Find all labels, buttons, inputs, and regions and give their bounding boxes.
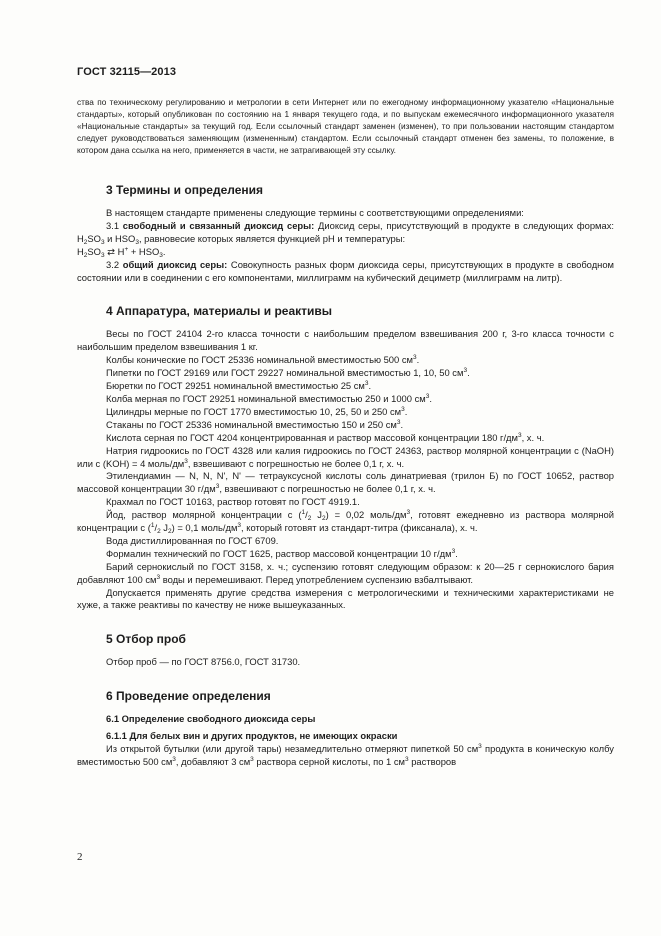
equipment-list-2 bbox=[77, 535, 614, 561]
equilibrium-arrows-icon: ⇄ bbox=[104, 245, 118, 257]
term-3-1-name: свободный и связанный диоксид серы: bbox=[122, 219, 315, 231]
barium-suspension-item: Барий сернокислый по ГОСТ 3158, х. ч.; суспензию готовят следующим образом: к 20—25 г сернокислого бария добавляют 100 $см^3$ воды и перемешивают. Перед употреблением суспензию взбалтывают. bbox=[77, 560, 614, 585]
equipment-item: Весы по ГОСТ 24104 2-го класса точности с наибольшим пределом взвешивания 200 г, 3-го класса точности с наибольшим пределом взвешивания 1 кг. bbox=[77, 328, 614, 353]
section-5-text: Отбор проб — по ГОСТ 8756.0, ГОСТ 31730. bbox=[106, 656, 301, 668]
subsection-6-1-1-title: 6.1.1 Для белых вин и других продуктов, не имеющих окраски bbox=[106, 730, 398, 742]
section-6-title: 6 Проведение определения bbox=[106, 689, 271, 704]
procedure-paragraph: Из открытой бутылки (или другой тары) незамедлительно отмеряют пипеткой 50 $см^3$ продукта в коническую колбу вместимостью 500 $см^3$, добавляют 3 $см^3$ раствора серной кислоты, по 1 $см^3$ растворов bbox=[77, 743, 614, 767]
subsection-6-1-title: 6.1 Определение свободного диоксида серы bbox=[106, 713, 316, 725]
section-3-lead: В настоящем стандарте применены следующие термины с соответствующими определениями: bbox=[106, 207, 524, 218]
section-3-title: 3 Термины и определения bbox=[106, 183, 264, 197]
equipment-list-1 bbox=[77, 328, 614, 509]
page-header-doc-code: ГОСТ 32115—2013 bbox=[77, 66, 177, 78]
equilibrium-formula: $H_2SO_3$ ⇄ $H^+ + HSO_3$. bbox=[77, 245, 166, 259]
equipment-item: Натрия гидроокись по ГОСТ 4328 или калия гидроокись по ГОСТ 24363, раствор молярной концентрации с (NaOH) или с (KOH) = 4 моль/$дм^3$, взвешивают с погрешностью не более 0,1 г, х. ч. bbox=[77, 444, 614, 469]
equipment-item: Бюретки по ГОСТ 29251 номинальной вместимостью 25 $см^3$. bbox=[106, 380, 372, 392]
main-body bbox=[77, 183, 614, 769]
iodine-solution-item: Йод, раствор молярной концентрации с ($^1/_2$ $J_2) = 0,02$ моль/$дм^3$, готовят ежедневно из раствора молярной концентрации с ($^1/_2$ $J_2) = 0,1$ моль/$дм^3$, который готовят из стандарт-титра (фиксанала), х. ч. bbox=[77, 509, 614, 536]
equipment-item: Стаканы по ГОСТ 25336 номинальной вместимостью 150 и 250 $см^3$. bbox=[106, 418, 404, 430]
equipment-note: Допускается применять другие средства измерения с метрологическими и техническими характеристиками не хуже, а также реактивы по качеству не ниже вышеуказанных. bbox=[77, 586, 614, 611]
equipment-item: Пипетки по ГОСТ 29169 или ГОСТ 29227 номинальной вместимостью 1, 10, 50 $см^3$. bbox=[106, 367, 470, 379]
equipment-item: Формалин технический по ГОСТ 1625, раствор массовой концентрации 10 $г/дм^3$. bbox=[106, 547, 458, 559]
equipment-item: Крахмал по ГОСТ 10163, раствор готовят по ГОСТ 4919.1. bbox=[106, 496, 360, 508]
section-5-title: 5 Отбор проб bbox=[106, 632, 186, 647]
equipment-item: Вода дистиллированная по ГОСТ 6709. bbox=[106, 534, 279, 546]
term-3-1: 3.1 свободный и связанный диоксид серы: Диоксид серы, присутствующий в продукте в следующих формах: $H_2SO_3$ и $HSO_3$, равновесие которых является функцией pH и температуры: bbox=[77, 219, 614, 246]
intro-block bbox=[77, 96, 614, 156]
equipment-item: Колба мерная по ГОСТ 29251 номинальной вместимостью 250 и 1000 $см^3$. bbox=[106, 392, 432, 404]
equipment-item: Кислота серная по ГОСТ 4204 концентрированная и раствор массовой концентрации 180 $г/дм^3$, х. ч. bbox=[106, 431, 545, 443]
term-3-2: 3.2 общий диоксид серы: Совокупность разных форм диоксида серы, присутствующих в продукте в свободном состоянии или в соединении с его компонентами, миллиграмм на кубический дециметр (миллиграмм на литр). bbox=[77, 258, 615, 283]
intro-paragraph: ства по техническому регулированию и метрологии в сети Интернет или по ежегодному информационному указателю «Национальные стандарты», который опубликован по состоянию на 1 января текущего года, и по выпускам ежемесячного информационного указателя «Национальные стандарты» за текущий год. Если ссылочный стандарт заменен (изменен), то при пользовании настоящим стандартом следует руководствоваться заменяющим (измененным) стандартом. Если ссылочный стандарт отменен без замены, то положение, в котором дана ссылка на него, применяется в части, не затрагивающей эту ссылку. bbox=[77, 97, 614, 156]
equipment-item: Цилиндры мерные по ГОСТ 1770 вместимостью 10, 25, 50 и 250 $см^3$. bbox=[106, 405, 408, 417]
term-3-2-name: общий диоксид серы: bbox=[122, 258, 228, 270]
equipment-item: Этилендиамин — N, N, N', N' — тетрауксусной кислоты соль динатриевая (трилон Б) по ГОСТ 10652, раствор массовой концентрации 30 $г/дм^3$, взвешивают с погрешностью не более 0,1 г, х. ч. bbox=[77, 470, 614, 495]
page-number: 2 bbox=[77, 851, 83, 863]
section-4-title: 4 Аппаратура, материалы и реактивы bbox=[106, 304, 333, 319]
equipment-item: Колбы конические по ГОСТ 25336 номинальной вместимостью 500 $см^3$. bbox=[106, 354, 420, 366]
